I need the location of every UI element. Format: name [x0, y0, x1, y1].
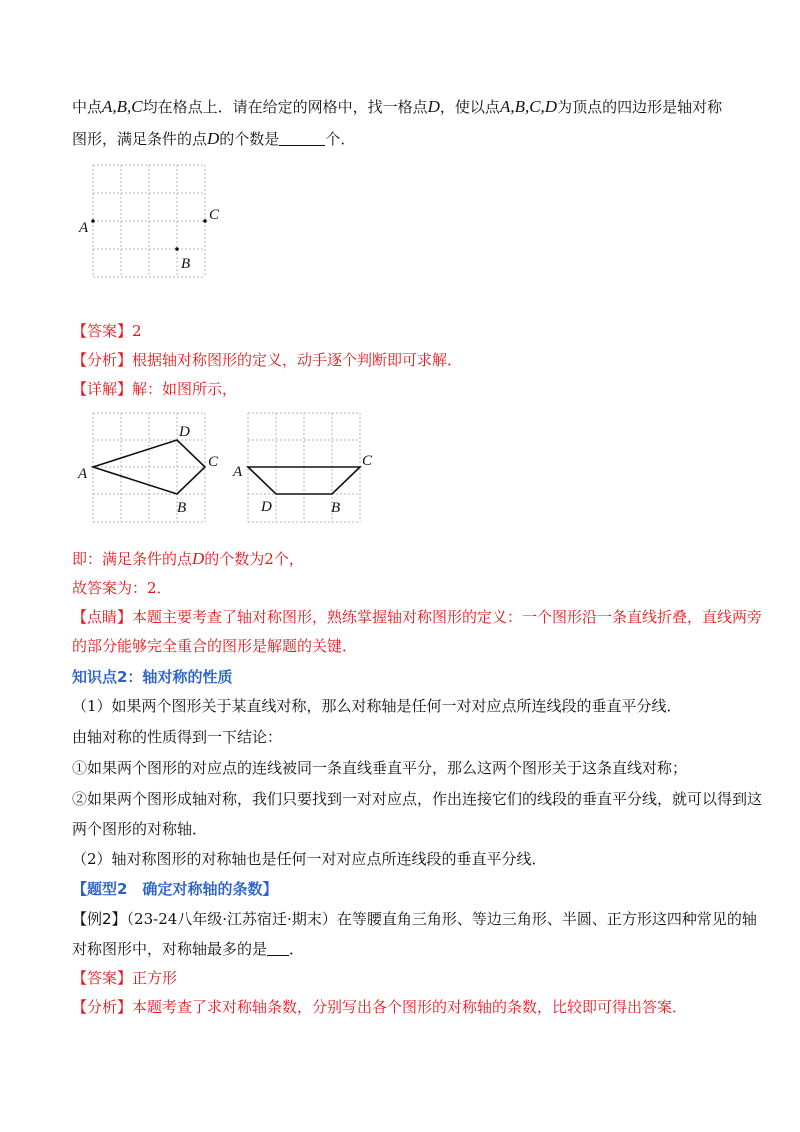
conclusion-text: 即：满足条件的点 [72, 550, 193, 568]
conclusion-text: 的个数为2个， [204, 550, 304, 568]
var-d: D [427, 97, 440, 116]
knowledge-p4a: ②如果两个图形成轴对称，我们只要找到一对对应点，作出连接它们的线段的垂直平分线，就可以得到这 [72, 790, 763, 808]
label-d: D [261, 499, 272, 515]
conclusion-line-2: 故答案为：2． [72, 579, 172, 597]
var-d: D [192, 549, 205, 568]
label-a: A [233, 464, 243, 480]
label-a: A [78, 466, 88, 482]
problem-text: ，使以点 [439, 98, 500, 116]
problem-text: 中点 [72, 98, 103, 116]
conclusion-line-1 [72, 548, 304, 570]
knowledge-p4b: 两个图形的对称轴． [72, 820, 208, 838]
example-text: 对称图形中，对称轴最多的是 [72, 940, 268, 958]
comment-text: 本题主要考查了轴对称图形，熟练掌握轴对称图形的定义：一个图形沿一条直线折叠，直线两旁 [132, 608, 763, 626]
example2-line-1 [72, 908, 757, 930]
topic-title: 【题型2 确定对称轴的条数】 [72, 880, 278, 898]
example-tag: 【例2】 [72, 910, 127, 928]
answer-blank [267, 941, 289, 956]
answer-text: 正方形 [132, 969, 178, 987]
knowledge-p5: （2）轴对称图形的对称轴也是任何一对对应点所连线段的垂直平分线． [72, 850, 547, 868]
example-text: （23-24八年级·江苏宿迁·期末）在等腰直角三角形、等边三角形、半圆、正方形这四种常见的轴 [126, 910, 757, 928]
problem-text: 为顶点的四边形是轴对称 [557, 98, 723, 116]
point-b [175, 247, 179, 251]
label-d: D [179, 424, 190, 440]
comment-line-1 [72, 606, 762, 628]
knowledge-p3: ①如果两个图形的对应点的连线被同一条直线垂直平分，那么这两个图形关于这条直线对称； [72, 759, 688, 777]
answer-1 [72, 320, 142, 342]
comment-tag: 【点睛】 [72, 608, 133, 626]
problem-text: 个． [325, 130, 356, 148]
answer-2 [72, 967, 177, 989]
grid-figure-solution-1 [70, 408, 240, 528]
label-a: A [79, 220, 89, 236]
example-text: ． [289, 940, 305, 958]
analysis-2 [72, 996, 687, 1018]
analysis-tag: 【分析】 [72, 998, 133, 1016]
answer-tag: 【答案】 [72, 322, 133, 340]
knowledge-p2: 由轴对称的性质得到一下结论： [72, 728, 283, 746]
comment-line-2: 的部分能够完全重合的图形是解题的关键． [72, 637, 358, 655]
detail-1 [72, 378, 237, 400]
detail-tag: 【详解】 [72, 380, 133, 398]
problem-text: 的个数是 [219, 130, 280, 148]
analysis-tag: 【分析】 [72, 351, 133, 369]
label-b: B [331, 500, 341, 516]
vars-abc: A,B,C [102, 97, 143, 116]
problem-text: 均在格点上．请在给定的网格中，找一格点 [142, 98, 428, 116]
analysis-text: 本题考查了求对称轴条数，分别写出各个图形的对称轴的条数，比较即可得出答案． [132, 998, 688, 1016]
problem-text: 图形，满足条件的点 [72, 130, 208, 148]
knowledge-title: 知识点2：轴对称的性质 [72, 668, 233, 686]
point-a [91, 219, 95, 223]
problem-line-2 [72, 128, 355, 150]
label-b: B [181, 256, 191, 272]
detail-text: 解：如图所示， [132, 380, 238, 398]
knowledge-p1: （1）如果两个图形关于某直线对称，那么对称轴是任何一对对应点所连线段的垂直平分线． [72, 697, 682, 715]
grid-figure-solution-2 [228, 408, 398, 528]
var-d: D [207, 129, 220, 148]
analysis-text: 根据轴对称图形的定义，动手逐个判断即可求解． [132, 351, 463, 369]
label-c: C [209, 207, 220, 223]
label-c: C [208, 454, 219, 470]
example2-line-2 [72, 938, 304, 960]
answer-blank [279, 131, 325, 146]
vars-abcd: A,B,C,D [499, 97, 558, 116]
answer-tag: 【答案】 [72, 969, 133, 987]
analysis-1 [72, 349, 462, 371]
problem-line-1 [72, 96, 722, 118]
point-c [203, 219, 207, 223]
grid-figure-problem [70, 160, 240, 280]
answer-text: 2 [132, 322, 142, 340]
label-b: B [177, 500, 187, 516]
label-c: C [362, 453, 373, 469]
